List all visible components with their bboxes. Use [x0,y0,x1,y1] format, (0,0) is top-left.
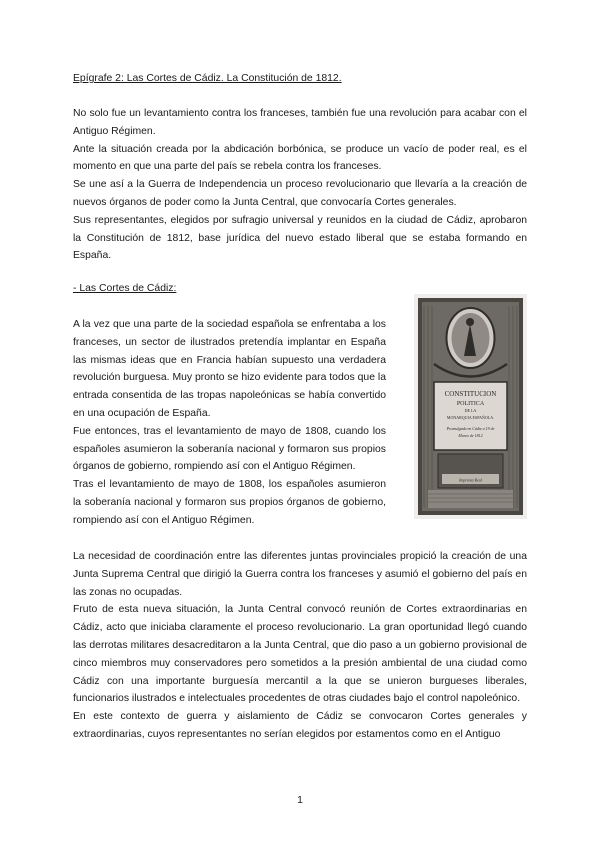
intro-paragraph: Se une así a la Guerra de Independencia un proceso revolucionario que llevaría a la creación de nuevos órganos de poder como la Junta Central, que convocaría Cortes generales. [73,179,527,208]
cover-title-line: MONARQUIA ESPAÑOLA. [446,415,495,420]
section-paragraph: En este contexto de guerra y aislamiento de Cádiz se convocaron Cortes generales y extraordinarias, cuyos representantes no serían elegidos por estamentos como en el Antiguo [73,711,527,740]
section-paragraph: La necesidad de coordinación entre las diferentes juntas provinciales propició la creación de una Junta Suprema Central que dirigió la Guerra contra los franceses y asumió el gobierno del país en las zonas no ocupadas. [73,551,527,598]
cover-title-line: POLITICA [456,401,485,407]
section-paragraph: Tras el levantamiento de mayo de 1808, los españoles asumieron la soberanía nacional y formaron sus propios órganos de gobierno, rompiendo así con el Antiguo Régimen. [73,479,386,526]
cover-title-line: DE LA [464,408,477,413]
intro-paragraph: Ante la situación creada por la abdicación borbónica, se produce un vacío de poder real, es el momento en que una parte del país se rebela contra los franceses. [73,143,527,173]
page-number: 1 [297,795,303,806]
document-heading: Epígrafe 2: Las Cortes de Cádiz. La Constitución de 1812. [73,73,342,84]
intro-paragraph: No solo fue un levantamiento contra los franceses, también fue una revolución para acabar con el Antiguo Régimen. [73,108,527,137]
constitution-cover-image [414,294,527,519]
section-text-full-width [73,548,527,744]
figure-head-icon [466,318,474,326]
engraving-base [428,490,513,508]
intro-section [73,105,527,265]
section-paragraph: Fue entonces, tras el levantamiento de mayo de 1808, cuando los españoles asumieron la soberanía nacional y formaron sus propios órganos de gobierno, rompiendo así con el Antiguo Régimen. [73,425,386,473]
section-text-beside-image [73,316,386,530]
cover-subtitle-line: Promulgada en Cádiz a 19 de [446,426,495,431]
cover-subtitle-line: Marzo de 1812 [458,433,483,438]
section-paragraph: Fruto de esta nueva situación, la Junta Central convocó reunión de Cortes extraordinarias en Cádiz, acto que iniciaba claramente el proceso revolucionario. La gran oportunidad llegó cuando las derrotas militares desacreditaron a la Junta Central, que dio paso a un gobierno provisional de cinco miembros muy conservadores pero sometidos a la presión ambiental de una ciudad como Cádiz con una importante burguesía mercantil a la que se unieron burgueses liberales, funcionarios ilustrados e intelectuales procedentes de otras ciudades bajo el control napoleónico. [73,604,527,705]
pedestal-caption: Imprenta Real [459,477,482,483]
section-paragraph: A la vez que una parte de la sociedad española se enfrentaba a los franceses, un sector de ilustrados pretendía implantar en España las mismas ideas que en Francia habían supuesto una verdadera revolución burguesa. Muy pronto se hizo evidente para todos que la entrada consentida de las tropas napoleónicas se había convertido en una ocupación de España. [73,319,386,419]
section-heading: - Las Cortes de Cádiz: [73,283,177,294]
intro-paragraph: Sus representantes, elegidos por sufragio universal y reunidos en la ciudad de Cádiz, aprobaron la Constitución de 1812, base jurídica del nuevo estado liberal que se estaba formando en España. [73,214,527,262]
cover-title-line: CONSTITUCION [444,390,497,398]
